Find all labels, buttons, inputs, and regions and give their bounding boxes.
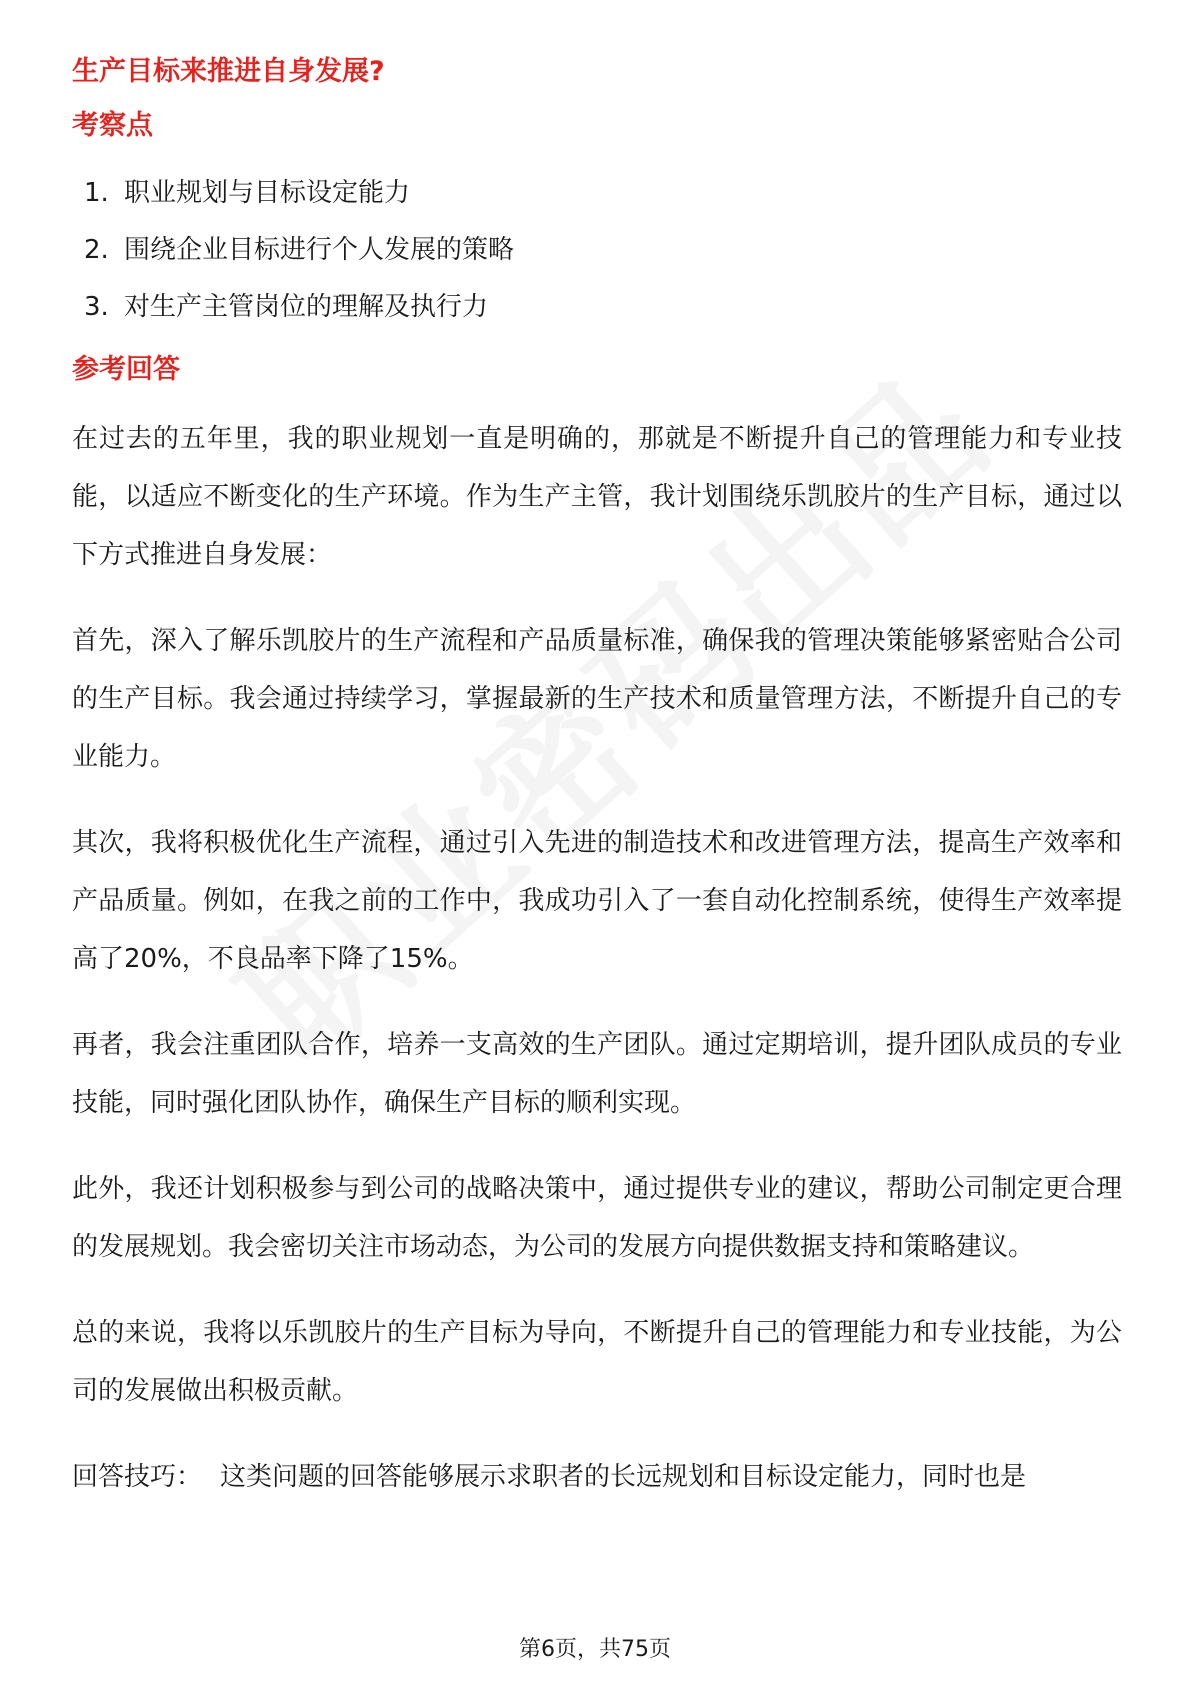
list-item [84,174,1122,212]
answer-paragraph: 此外，我还计划积极参与到公司的战略决策中，通过提供专业的建议，帮助公司制定更合理的发展规划。我会密切关注市场动态，为公司的发展方向提供数据支持和策略建议。 [72,1174,1122,1262]
question-title-tail: 生产目标来推进自身发展? [72,56,385,87]
answer-paragraph: 其次，我将积极优化生产流程，通过引入先进的制造技术和改进管理方法，提高生产效率和产品质量。例如，在我之前的工作中，我成功引入了一套自动化控制系统，使得生产效率提高了20%，不良品率下降了15%。 [72,828,1122,974]
answer-body [72,410,1122,1506]
answer-paragraph: 总的来说，我将以乐凯胶片的生产目标为导向，不断提升自己的管理能力和专业技能，为公司的发展做出积极贡献。 [72,1318,1122,1406]
list-item [84,231,1122,269]
page-content [72,44,1122,1506]
points-list [72,174,1122,326]
answer-tip [72,1448,1122,1506]
answer-tip-text: 这类问题的回答能够展示求职者的长远规划和目标设定能力，同时也是 [220,1462,1027,1492]
answer-paragraph: 在过去的五年里，我的职业规划一直是明确的，那就是不断提升自己的管理能力和专业技能，以适应不断变化的生产环境。作为生产主管，我计划围绕乐凯胶片的生产目标，通过以下方式推进自身发展： [72,424,1122,570]
list-item-text: 围绕企业目标进行个人发展的策略 [124,235,515,265]
list-item-text: 职业规划与目标设定能力 [124,178,411,208]
page-number-footer: 第6页，共75页 [519,1637,671,1662]
list-item [84,288,1122,326]
list-item-text: 对生产主管岗位的理解及执行力 [124,292,489,322]
list-item-number: 3. [84,292,109,322]
answer-paragraph: 再者，我会注重团队合作，培养一支高效的生产团队。通过定期培训，提升团队成员的专业技能，同时强化团队协作，确保生产目标的顺利实现。 [72,1030,1122,1118]
answer-paragraph: 首先，深入了解乐凯胶片的生产流程和产品质量标准，确保我的管理决策能够紧密贴合公司的生产目标。我会通过持续学习，掌握最新的生产技术和质量管理方法，不断提升自己的专业能力。 [72,626,1122,772]
list-item-number: 1. [84,178,109,208]
answer-heading: 参考回答 [72,354,180,385]
list-item-number: 2. [84,235,109,265]
points-heading: 考察点 [72,110,153,141]
answer-tip-label: 回答技巧： [72,1462,203,1492]
